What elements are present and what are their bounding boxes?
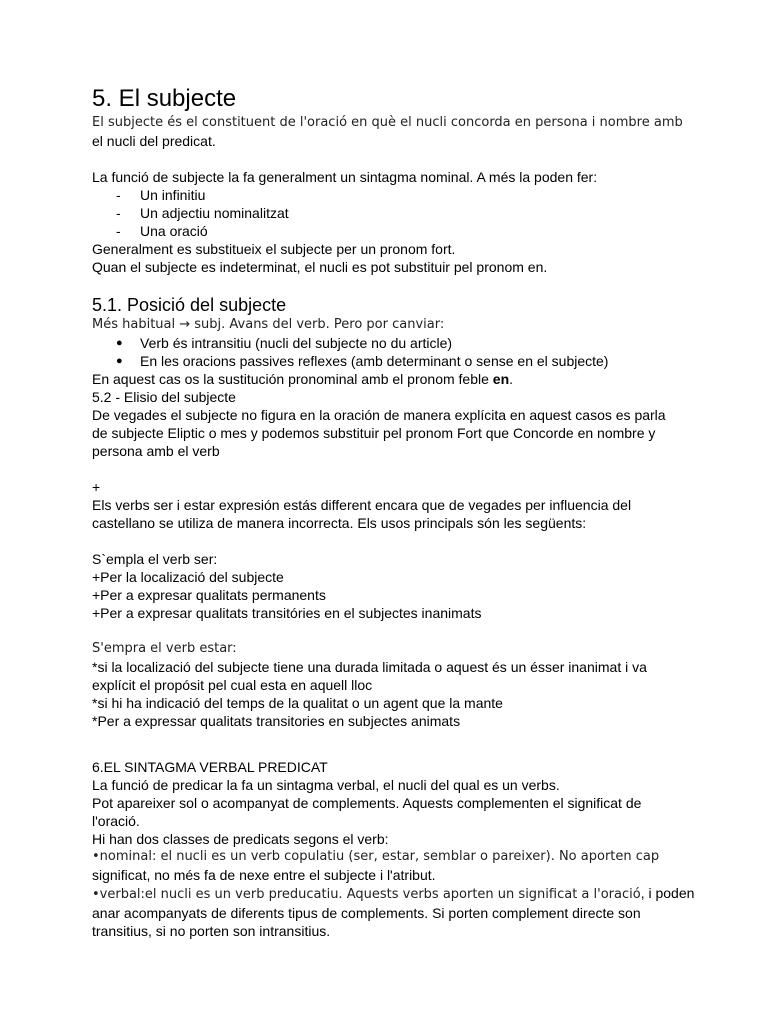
ser-use-2: +Per a expresar qualitats permanents [92, 587, 326, 603]
section-6-line-2: Pot apareixer sol o acompanyat de complements. Aquests complementen el significat de [92, 795, 642, 811]
estar-use-line-3: *si hi ha indicació del temps de la qualitat o un agent que la mante [92, 695, 503, 711]
section-5-function-line: La funció de subjecte la fa generalment un sintagma nominal. A més la poden fer: [92, 169, 598, 185]
document-page [92, 84, 695, 940]
pronominal-substitution-line: En aquest cas os la sustitución pronominal amb el pronom feble en. [92, 371, 514, 387]
section-5-title: 5. El subjecte [92, 85, 237, 112]
verbal-predicate-line-1: •verbal:el nucli es un verb preducatiu. Aquests verbs aporten un significat a l'oració, i poden [92, 885, 695, 902]
list-item: ● Verb és intransitiu (nucli del subjecte no du article) [116, 335, 453, 351]
section-5-1-title: 5.1. Posició del subjecte [92, 295, 287, 315]
dash-marker: - [116, 205, 121, 221]
bold-pronoun: en [492, 371, 510, 387]
estar-use-line-4: *Per a expressar qualitats transitories en subjectes animats [92, 713, 461, 729]
list-item: - Un adjectiu nominalitzat [116, 205, 289, 221]
bullet-marker: ● [116, 355, 123, 367]
section-6-line-1: La funció de predicar la fa un sintagma verbal, el nucli del qual es un verbs. [92, 777, 560, 793]
ser-estar-intro-line-1: Els verbs ser i estar expresión estás different encara que de vegades per influencia del [92, 497, 632, 513]
estar-title: S'empra el verb estar: [92, 641, 237, 656]
substitution-line-2: Quan el subjecte es indeterminat, el nucli es pot substituir pel pronom en. [92, 259, 548, 275]
section-6-line-4: Hi han dos classes de predicats segons el verb: [92, 831, 389, 847]
list-item: - Una oració [116, 223, 208, 239]
verbal-predicate-line-3: transitius, si no porten son intransitius. [92, 923, 331, 939]
section-6-line-3: l'oració. [92, 813, 140, 829]
section-5-intro-line-1: El subjecte és el constituent de l'oració en què el nucli concorda en persona i nombre amb [92, 115, 683, 130]
ser-estar-intro-line-2: castellano se utiliza de manera incorrecta. Els usos principals són les següents: [92, 515, 587, 531]
position-exceptions-list [92, 334, 692, 370]
estar-use-line-2: explícit el propósit pel cual esta en aquell lloc [92, 677, 373, 693]
list-item: ● En les oracions passives reflexes (amb determinant o sense en el subjecte) [116, 353, 609, 369]
ser-use-1: +Per la localizació del subjecte [92, 569, 284, 585]
verbal-predicate-line-2: anar acompanyats de diferents tipus de complements. Si porten complement directe son [92, 905, 641, 921]
elisio-line-3: persona amb el verb [92, 443, 220, 459]
list-item: - Un infinitiu [116, 187, 206, 203]
ser-use-3: +Per a expresar qualitats transitóries en el subjectes inanimats [92, 605, 482, 621]
subject-types-list [92, 186, 692, 240]
elisio-line-1: De vegades el subjecte no figura en la oración de manera explícita en aquest casos es parla [92, 407, 666, 423]
section-6-title: 6.EL SINTAGMA VERBAL PREDICAT [92, 759, 328, 775]
nominal-predicate-line-1: •nominal: el nucli es un verb copulatiu (ser, estar, semblar o pareixer). No aporten cap [92, 849, 660, 864]
ser-title: S`empla el verb ser: [92, 551, 218, 567]
section-5-intro-line-2: el nucli del predicat. [92, 133, 216, 149]
estar-use-line-1: *si la localizació del subjecte tiene una durada limitada o aquest és un ésser inanimat i va [92, 659, 647, 675]
dash-marker: - [116, 223, 121, 239]
elisio-line-2: de subjecte Eliptic o mes y podemos substituir pel pronom Fort que Concorde en nombre y [92, 425, 656, 441]
habitual-position-line: Més habitual → subj. Avans del verb. Pero por canviar: [92, 317, 445, 332]
nominal-predicate-line-2: significat, no més fa de nexe entre el subjecte i l'atribut. [92, 867, 436, 883]
dash-marker: - [116, 187, 121, 203]
substitution-line-1: Generalment es substitueix el subjecte per un pronom fort. [92, 241, 456, 257]
section-5-2-title: 5.2 - Elisio del subjecte [92, 389, 236, 405]
bullet-marker: ● [116, 337, 123, 349]
plus-marker: + [92, 479, 101, 495]
